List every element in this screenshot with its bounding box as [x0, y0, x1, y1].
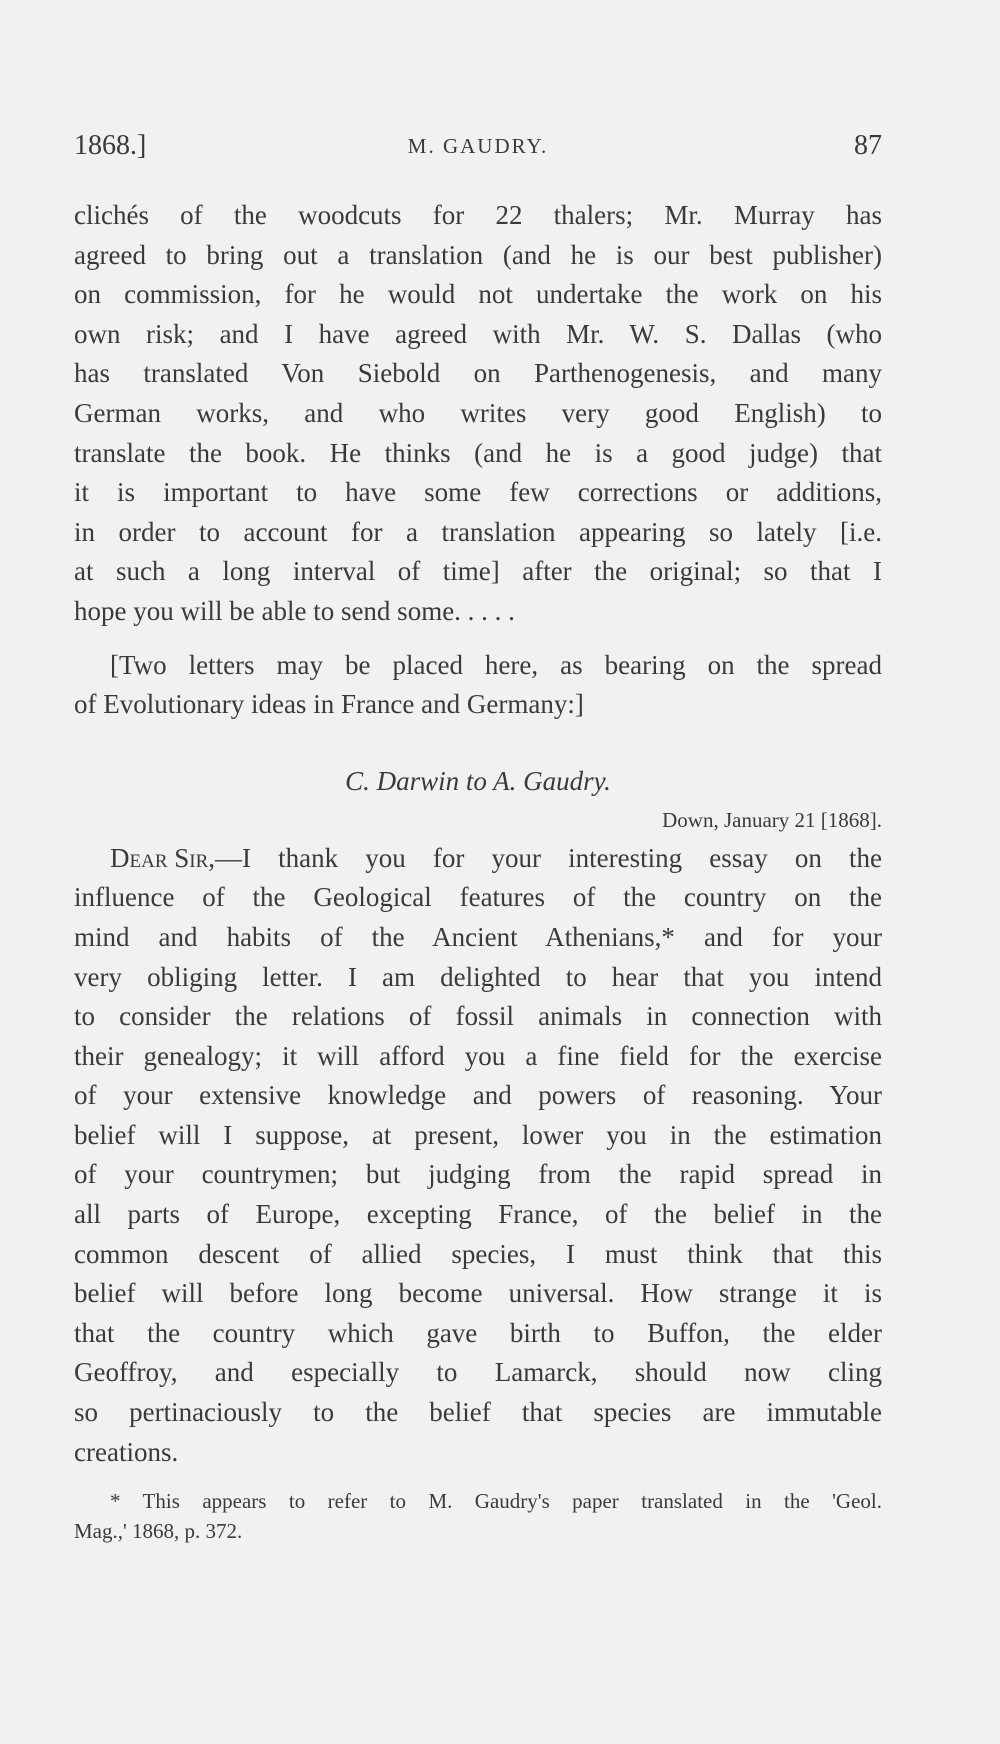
page-body — [74, 196, 882, 1546]
text-line: of your extensive knowledge and powers of reasoning. Your — [74, 1080, 882, 1111]
letter-salutation: Dear Sir, — [110, 842, 216, 873]
text-line: very obliging letter. I am delighted to hear that you intend — [74, 961, 882, 992]
text-line: in order to account for a translation appearing so lately [i.e. — [74, 516, 882, 547]
text-line: all parts of Europe, excepting France, of the belief in the — [74, 1199, 882, 1230]
text-line: of your countrymen; but judging from the rapid spread in — [74, 1159, 882, 1190]
paragraph-1 — [74, 196, 882, 632]
text-line: mind and habits of the Ancient Athenians,* and for your — [74, 921, 882, 952]
header-year: 1868.] — [74, 130, 147, 161]
text-line: own risk; and I have agreed with Mr. W. S. Dallas (who — [74, 318, 882, 349]
letter-dateline: Down, January 21 [1868]. — [662, 807, 882, 832]
text-line: German works, and who writes very good English) to — [74, 397, 882, 428]
letter-body — [74, 839, 882, 1473]
footnote-line: Mag.,' 1868, p. 372. — [74, 1519, 243, 1544]
text-line: belief will I suppose, at present, lower you in the estimation — [74, 1119, 882, 1150]
letter-title: C. Darwin to A. Gaudry. — [345, 765, 611, 796]
text-line: creations. — [74, 1436, 179, 1467]
text-line: [Two letters may be placed here, as bearing on the spread — [110, 649, 882, 680]
text-line: that the country which gave birth to Buffon, the elder — [74, 1317, 882, 1348]
text-line: of Evolutionary ideas in France and Germany:] — [74, 689, 584, 720]
text-line: —I thank you for your interesting essay on the — [215, 842, 882, 873]
text-line: to consider the relations of fossil animals in connection with — [74, 1001, 882, 1032]
footnote — [74, 1486, 882, 1546]
text-line: their genealogy; it will afford you a fine field for the exercise — [74, 1040, 882, 1071]
header-running-title: M. GAUDRY. — [407, 134, 549, 158]
text-line: on commission, for he would not undertake the work on his — [74, 279, 882, 310]
running-header — [74, 130, 882, 170]
text-line: has translated Von Siebold on Parthenogenesis, and many — [74, 358, 882, 389]
text-line: it is important to have some few corrections or additions, — [74, 477, 882, 508]
text-line: common descent of allied species, I must think that this — [74, 1238, 882, 1269]
text-line-first — [74, 839, 882, 879]
text-line: at such a long interval of time] after the original; so that I — [74, 556, 882, 587]
text-line: hope you will be able to send some. . . . . — [74, 595, 515, 626]
footnote-line: * This appears to refer to M. Gaudry's paper translated in the 'Geol. — [110, 1489, 882, 1514]
text-line: clichés of the woodcuts for 22 thalers; Mr. Murray has — [74, 200, 882, 230]
text-line: translate the book. He thinks (and he is a good judge) that — [74, 437, 882, 468]
text-line: belief will before long become universal. How strange it is — [74, 1278, 882, 1309]
text-line: Geoffroy, and especially to Lamarck, should now cling — [74, 1357, 882, 1388]
text-line: so pertinaciously to the belief that species are immutable — [74, 1397, 882, 1428]
editorial-note — [74, 646, 882, 725]
text-line: agreed to bring out a translation (and he is our best publisher) — [74, 239, 882, 270]
page-number: 87 — [854, 130, 882, 161]
text-line: influence of the Geological features of the country on the — [74, 882, 882, 913]
